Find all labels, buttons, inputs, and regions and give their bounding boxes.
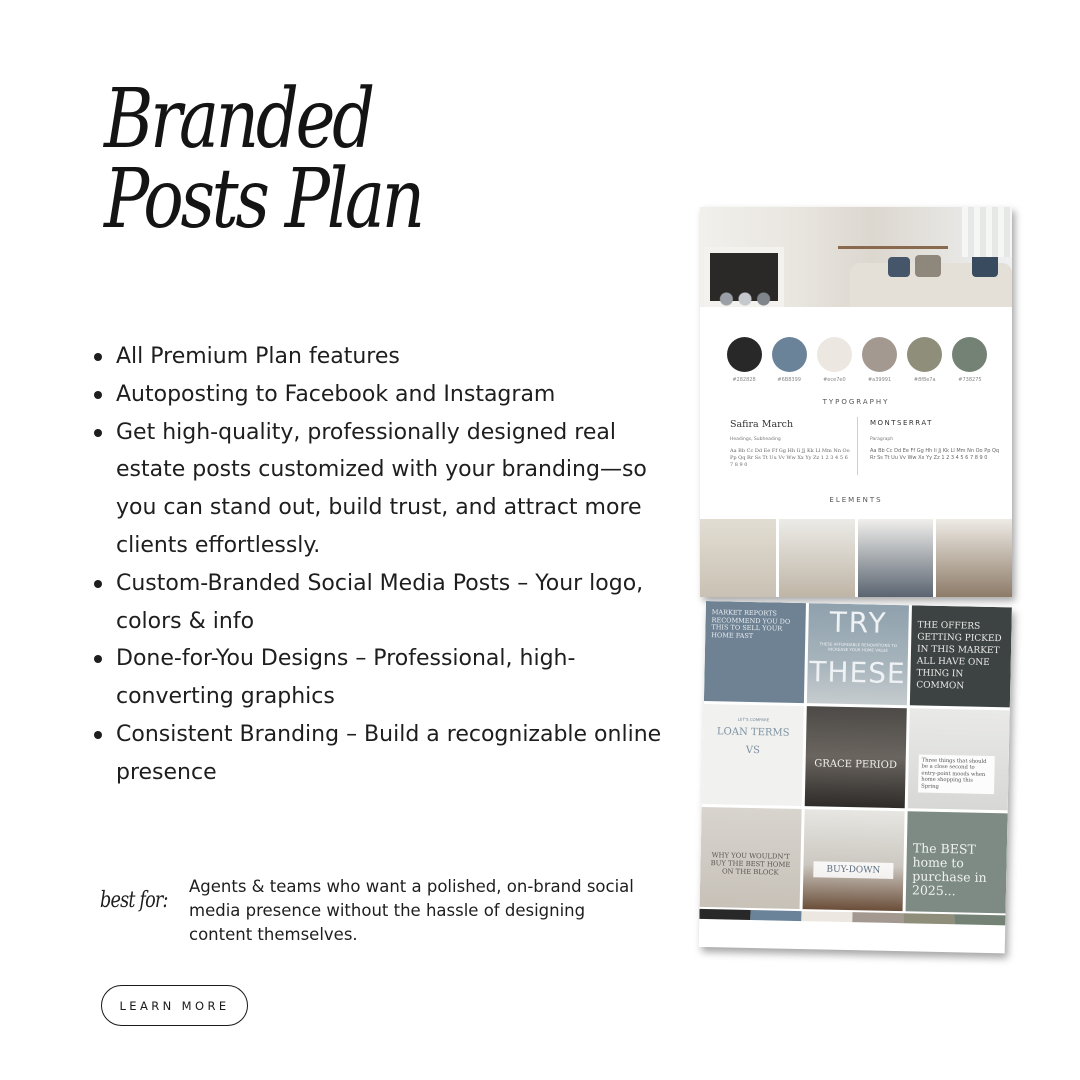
palette-strip-color (954, 914, 1005, 925)
feature-item: Consistent Branding – Build a recognizable online presence (92, 716, 682, 792)
color-palette (726, 337, 988, 383)
post-tile-text: MARKET REPORTS RECOMMEND YOU DO THIS TO SELL YOUR HOME FAST (711, 608, 791, 640)
feature-item: Get high-quality, professionally designed real estate posts customized with your branding—so you can stand out, build trust, and attract more clients effortlessly. (92, 414, 682, 565)
paragraph-font-usage: Paragraph (870, 437, 894, 442)
paragraph-font-sample (870, 419, 1000, 461)
palette-strip-color (852, 912, 903, 923)
swatch-dot (952, 337, 987, 372)
best-for-label: best for: (100, 888, 168, 913)
pillow-graphic (888, 257, 910, 277)
title-line-1: Branded (104, 72, 372, 167)
color-swatch (816, 337, 852, 383)
typography-divider (857, 417, 858, 475)
post-tile (702, 704, 804, 806)
color-swatch (907, 337, 943, 383)
feature-list (92, 338, 682, 792)
color-swatch (862, 337, 898, 383)
post-tile (906, 811, 1008, 913)
color-swatch (726, 337, 762, 383)
learn-more-button[interactable]: LEARN MORE (101, 985, 248, 1026)
palette-strip-color (750, 910, 801, 921)
feature-item: Custom-Branded Social Media Posts – Your logo, colors & info (92, 565, 682, 641)
swatch-hex: #8f8e7a (913, 377, 936, 383)
post-tile-text: BUY-DOWN (813, 861, 893, 879)
post-tile-text: LOAN TERMS (716, 726, 790, 739)
post-tile-text: TRY (829, 605, 888, 640)
feature-item: Done-for-You Designs – Professional, high-converting graphics (92, 640, 682, 716)
typography-heading: TYPOGRAPHY (822, 398, 890, 406)
post-tile (807, 603, 909, 705)
post-tile-text: The BEST home to purchase in 2025... (911, 840, 987, 899)
shelf-graphic (838, 231, 948, 249)
palette-strip-color (699, 909, 750, 920)
brand-board-mockup (700, 207, 1012, 597)
post-tile-text: VS (745, 744, 761, 757)
element-photo (858, 519, 934, 597)
element-photo (700, 519, 776, 597)
heading-font-alphabet: Aa Bb Cc Dd Ee Ff Gg Hh Ii Jj Kk Ll Mm Nn Oo Pp Qq Rr Ss Tt Uu Vv Ww Xx Yy Zz 1 2 3 4 5 6 7 8 9 0 (730, 448, 850, 468)
post-tile-text: THE OFFERS GETTING PICKED IN THIS MARKET ALL HAVE ONE THING IN COMMON (916, 620, 1002, 692)
swatch-hex: #a39991 (867, 377, 892, 383)
post-tile-tag: LET'S COMPARE (737, 716, 770, 723)
post-grid-mockup (699, 601, 1012, 953)
swatch-dot (862, 337, 897, 372)
fireplace-logs-graphic (714, 287, 776, 307)
elements-heading: ELEMENTS (829, 496, 883, 504)
feature-item: Autoposting to Facebook and Instagram (92, 376, 682, 414)
post-tile-text: WHY YOU WOULDN'T BUY THE BEST HOME ON THE BLOCK (710, 851, 791, 877)
heading-font-sample (730, 419, 850, 469)
heading-font-name: Safira March (730, 419, 794, 430)
title-line-2: Posts Plan (104, 152, 422, 247)
post-tile-subtext: THESE AFFORDABLE RENOVATIONS TO INCREASE YOUR HOME VALUE (819, 641, 897, 653)
swatch-hex: #738275 (958, 377, 982, 383)
post-tile (908, 708, 1010, 810)
swatch-hex: #6B8399 (777, 377, 801, 383)
post-tile (803, 809, 905, 911)
palette-strip-color (801, 911, 852, 922)
element-photo (779, 519, 855, 597)
swatch-dot (907, 337, 942, 372)
post-tiles (700, 601, 1012, 913)
heading-font-usage: Headings, Subheading (730, 437, 781, 442)
element-photo (936, 519, 1012, 597)
swatch-dot (817, 337, 852, 372)
post-tile (704, 601, 806, 703)
post-tile-text: Three things that should be a close second to entry-point moods when home shopping this Spring (918, 754, 995, 794)
color-swatch (771, 337, 807, 383)
page-title (104, 72, 422, 247)
post-tile-text: THESE (809, 655, 907, 691)
palette-strip-color (903, 913, 954, 924)
elements-photo-row (700, 519, 1012, 597)
color-swatch (952, 337, 988, 383)
swatch-hex: #282828 (732, 377, 756, 383)
swatch-dot (727, 337, 762, 372)
post-tile (805, 706, 907, 808)
pillow-graphic (915, 255, 941, 277)
curtain-graphic (962, 207, 1012, 257)
paragraph-font-name: MONTSERRAT (870, 419, 933, 427)
swatch-hex: #ece7e0 (823, 377, 846, 383)
paragraph-font-alphabet: Aa Bb Cc Dd Ee Ff Gg Hh Ii Jj Kk Ll Mm Nn Oo Pp Qq Rr Ss Tt Uu Vv Ww Xx Yy Zz 1 2 3 4 5 6 7 8 9 0 (870, 448, 1000, 461)
post-tile (910, 605, 1012, 707)
feature-item: All Premium Plan features (92, 338, 682, 376)
living-room-photo (700, 207, 1012, 307)
best-for-description: Agents & teams who want a polished, on-brand social media presence without the hassle of designing content themselves. (189, 877, 634, 944)
post-tile (700, 807, 802, 909)
swatch-dot (772, 337, 807, 372)
post-tile-text: GRACE PERIOD (814, 758, 898, 772)
